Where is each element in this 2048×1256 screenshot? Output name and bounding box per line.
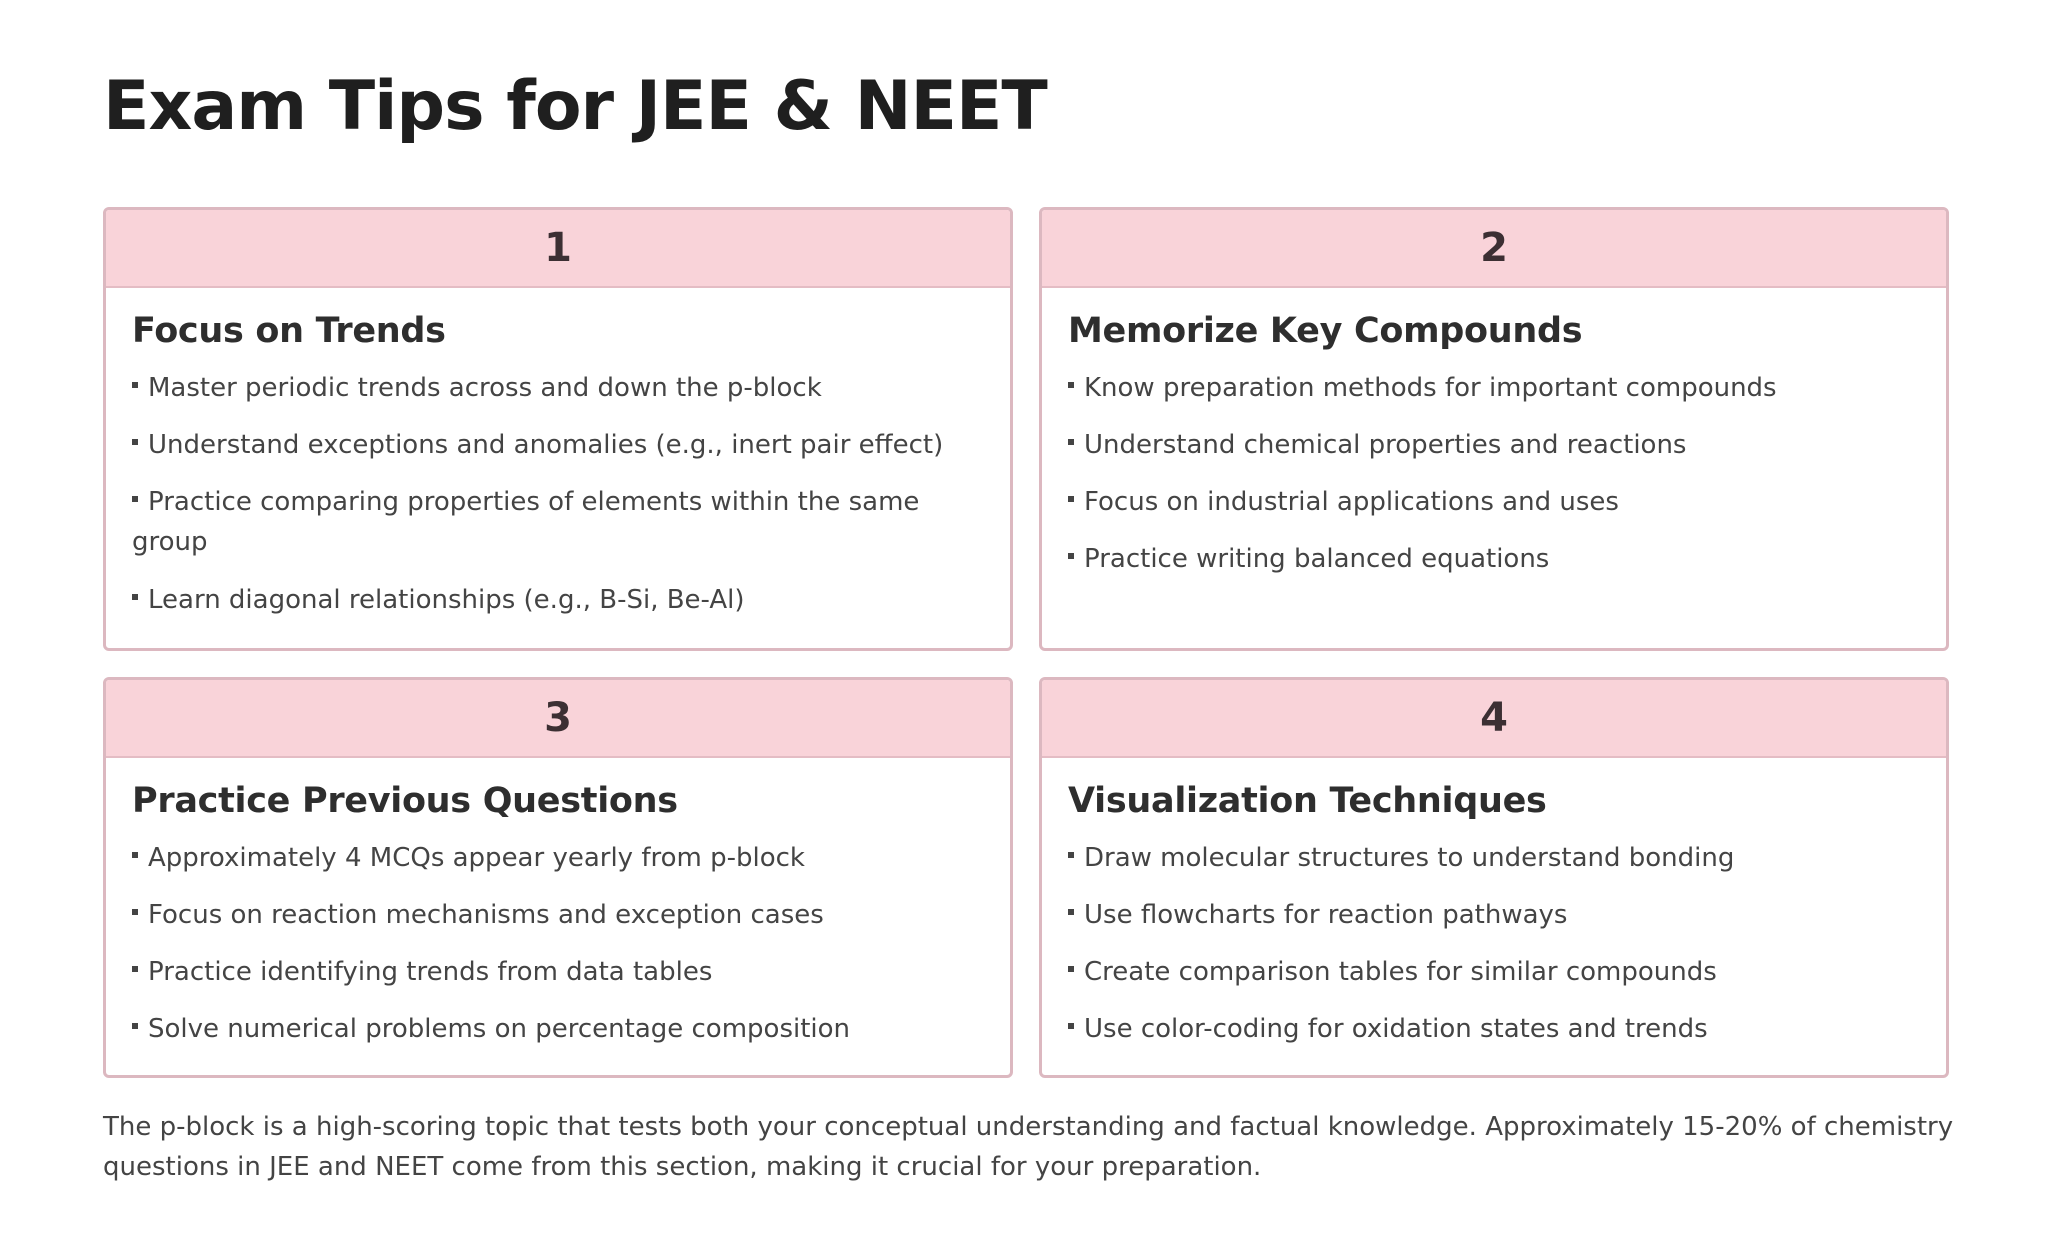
bullet-icon [132,966,138,972]
tip-heading-2: Memorize Key Compounds [1068,311,1583,351]
list-item: Solve numerical problems on percentage composition [132,1009,984,1050]
bullet-icon [132,496,138,502]
tip-list-3 [132,838,984,1050]
list-item: Learn diagonal relationships (e.g., B-Si, Be-Al) [132,580,984,621]
tip-card-1 [103,207,1013,651]
bullet-icon [1068,909,1074,915]
list-item: Understand exceptions and anomalies (e.g., inert pair effect) [132,425,984,466]
list-item: Practice writing balanced equations [1068,539,1920,580]
tip-body-4 [1042,758,1946,1076]
tip-number-3: 3 [106,680,1010,758]
list-item: Practice identifying trends from data tables [132,952,984,993]
tip-body-3 [106,758,1010,1076]
bullet-icon [1068,852,1074,858]
list-item: Focus on reaction mechanisms and exception cases [132,895,984,936]
tip-heading-4: Visualization Techniques [1068,781,1547,821]
bullet-icon [132,852,138,858]
list-item: Use color-coding for oxidation states and trends [1068,1009,1920,1050]
tip-card-4 [1039,677,1949,1078]
bullet-icon [132,439,138,445]
tips-grid [103,207,1949,1078]
list-item: Master periodic trends across and down the p-block [132,368,984,409]
bullet-icon [1068,496,1074,502]
bullet-icon [1068,439,1074,445]
tip-number-1: 1 [106,210,1010,288]
tip-number-4: 4 [1042,680,1946,758]
tip-number-2: 2 [1042,210,1946,288]
bullet-icon [1068,382,1074,388]
tip-body-1 [106,288,1010,647]
tip-list-2 [1068,368,1920,580]
list-item: Focus on industrial applications and uses [1068,482,1920,523]
tip-list-1 [132,368,984,621]
tip-heading-1: Focus on Trends [132,311,446,351]
list-item: Create comparison tables for similar compounds [1068,952,1920,993]
list-item: Know preparation methods for important compounds [1068,368,1920,409]
bullet-icon [1068,553,1074,559]
list-item: Practice comparing properties of elements within the same group [132,486,920,557]
bullet-icon [132,1023,138,1029]
tip-card-2 [1039,207,1949,651]
tip-body-2 [1042,288,1946,606]
tip-heading-3: Practice Previous Questions [132,781,678,821]
page-title: Exam Tips for JEE & NEET [103,67,1047,146]
summary-paragraph: The p-block is a high-scoring topic that tests both your conceptual understanding and factual knowledge. Approximately 15-20% of chemistry questions in JEE and NEET come from this section, making it crucial for your preparation. [103,1112,1954,1182]
tip-card-3 [103,677,1013,1078]
bullet-icon [1068,966,1074,972]
list-item: Use flowcharts for reaction pathways [1068,895,1920,936]
tip-list-4 [1068,838,1920,1050]
bullet-icon [132,382,138,388]
list-item: Understand chemical properties and reactions [1068,425,1920,466]
list-item: Draw molecular structures to understand bonding [1068,838,1920,879]
list-item: Approximately 4 MCQs appear yearly from p-block [132,838,984,879]
bullet-icon [1068,1023,1074,1029]
bullet-icon [132,909,138,915]
bullet-icon [132,594,138,600]
